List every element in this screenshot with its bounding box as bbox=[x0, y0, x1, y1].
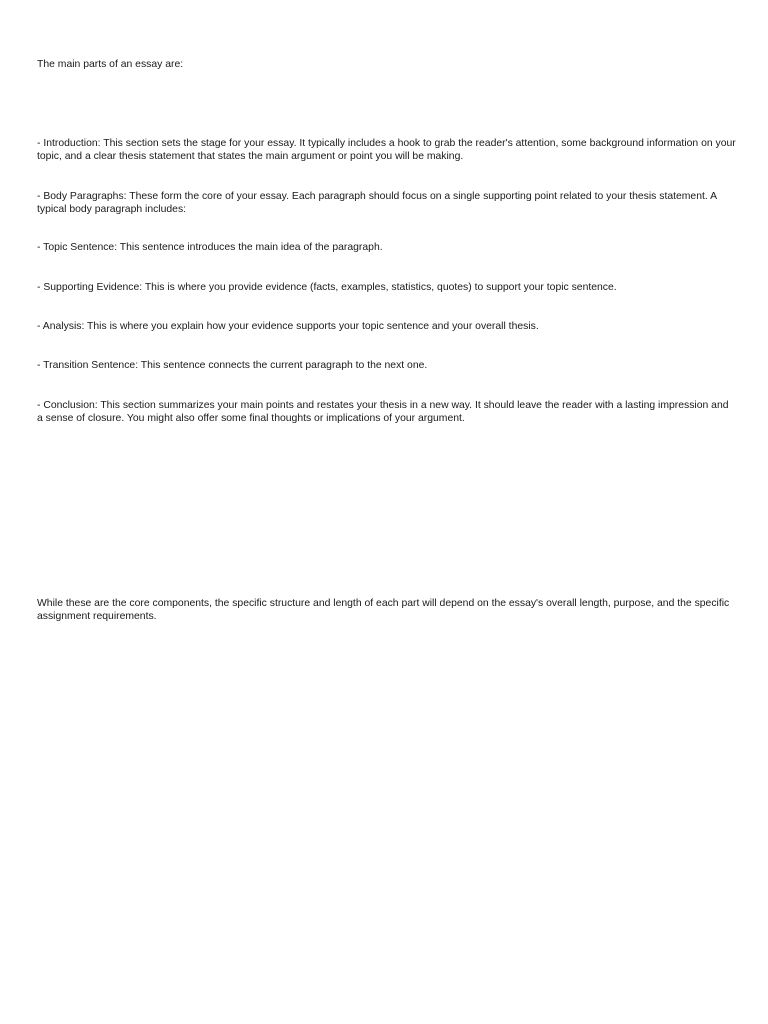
introduction-paragraph: - Introduction: This section sets the stage for your essay. It typically includes a hook to grab the reader's attention, some background information on your topic, and a clear thesis statement that states the main argument or point you will be making. bbox=[37, 138, 736, 162]
intro-line: The main parts of an essay are: bbox=[37, 59, 184, 70]
topic-sentence-paragraph: - Topic Sentence: This sentence introduces the main idea of the paragraph. bbox=[37, 242, 383, 253]
supporting-evidence-paragraph: - Supporting Evidence: This is where you provide evidence (facts, examples, statistics, quotes) to support your topic sentence. bbox=[37, 282, 617, 293]
conclusion-paragraph: - Conclusion: This section summarizes your main points and restates your thesis in a new way. It should leave the reader with a lasting impression and a sense of closure. You might also offer some final thoughts or implications of your argument. bbox=[37, 400, 729, 424]
body-paragraphs-paragraph: - Body Paragraphs: These form the core of your essay. Each paragraph should focus on a single supporting point related to your thesis statement. A typical body paragraph includes: bbox=[37, 191, 717, 215]
closing-paragraph: While these are the core components, the specific structure and length of each part will depend on the essay's overall length, purpose, and the specific assignment requirements. bbox=[37, 598, 730, 622]
analysis-paragraph: - Analysis: This is where you explain how your evidence supports your topic sentence and your overall thesis. bbox=[37, 321, 539, 332]
transition-sentence-paragraph: - Transition Sentence: This sentence connects the current paragraph to the next one. bbox=[37, 360, 428, 371]
